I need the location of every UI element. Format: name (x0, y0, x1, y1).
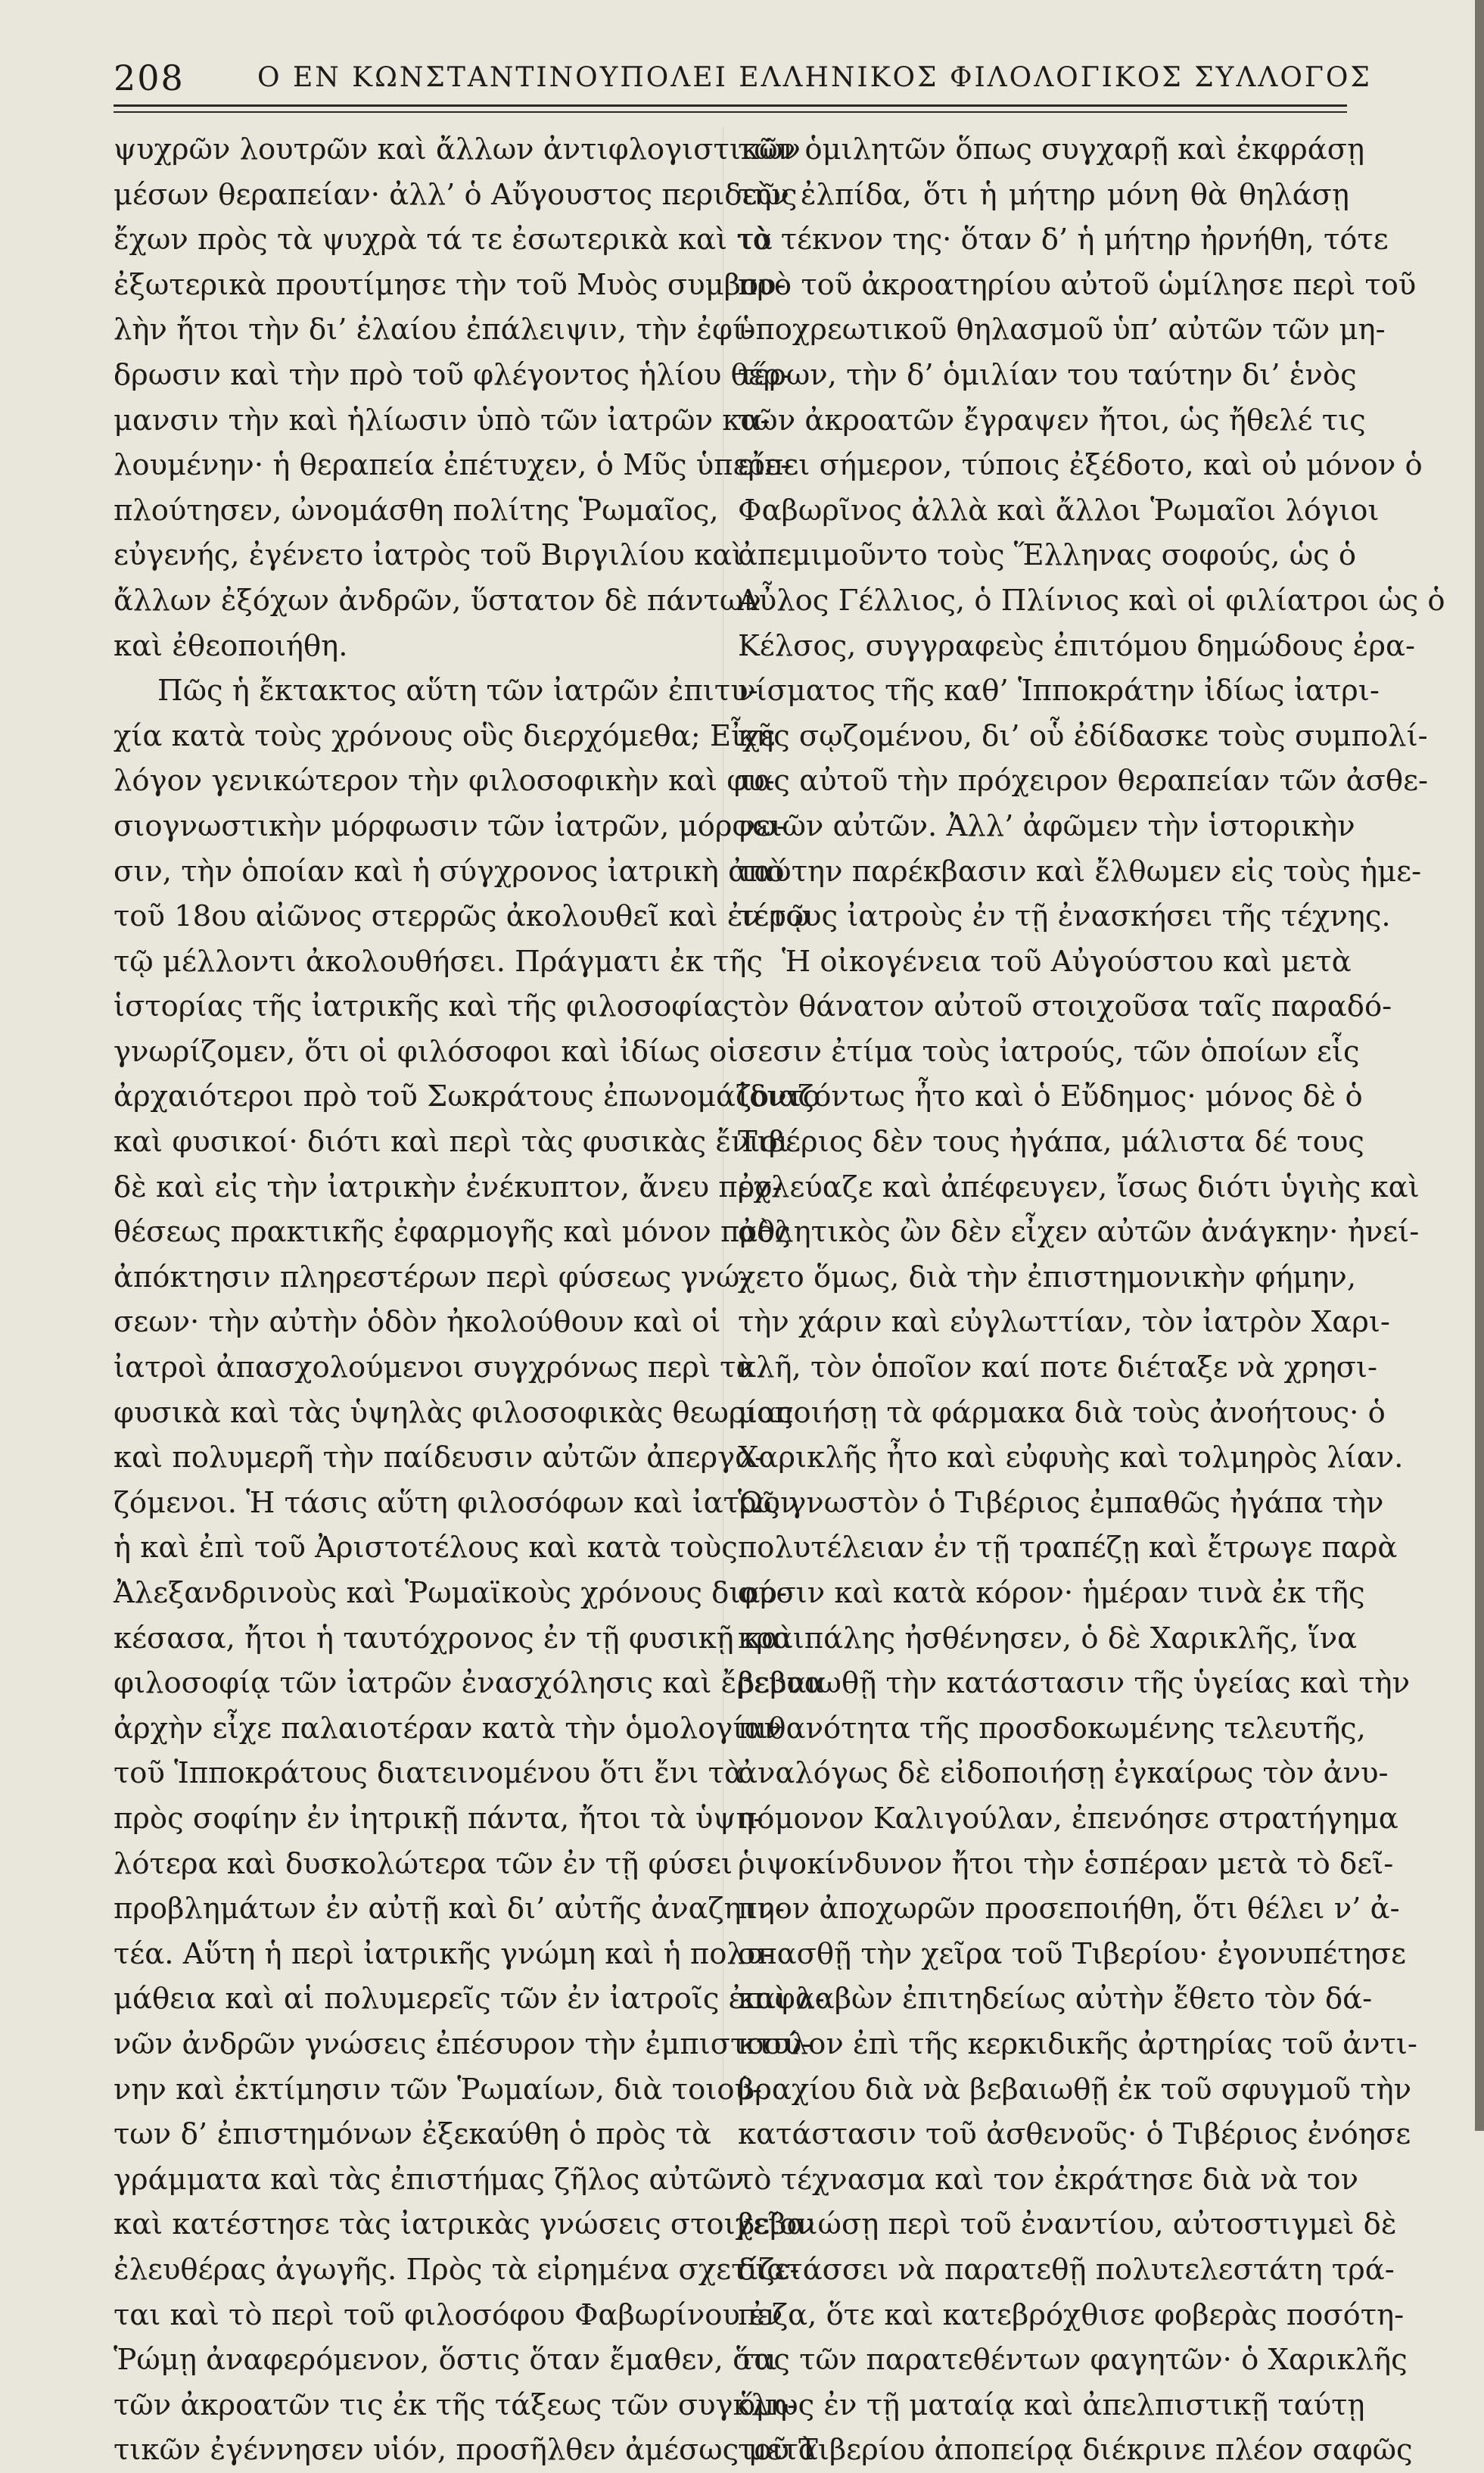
text-line: τέρων, τὴν δ’ ὁμιλίαν του ταύτην δι’ ἑνὸς (738, 357, 1357, 392)
text-line: ἐλευθέρας ἀγωγῆς. Πρὸς τὰ εἰρημένα σχετίζε- (114, 2252, 800, 2287)
text-line: σιν, τὴν ὁποίαν καὶ ἡ σύγχρονος ἰατρικὴ ἀπὸ (114, 854, 785, 889)
text-line: καὶ κατέστησε τὰς ἰατρικὰς γνώσεις στοιχεῖον (114, 2207, 815, 2242)
text-line: τέρους ἰατροὺς ἐν τῇ ἐνασκήσει τῆς τέχνης. (738, 899, 1391, 934)
text-line: πνον ἀποχωρῶν προσεποιήθη, ὅτι θέλει ν’ ἀ- (738, 1892, 1400, 1926)
page-header (114, 51, 1372, 104)
text-line: χετο ὅμως, διὰ τὴν ἐπιστημονικὴν φήμην, (738, 1260, 1357, 1294)
text-line: τας τῶν παρατεθέντων φαγητῶν· ὁ Χαρικλῆς (738, 2343, 1408, 2378)
text-line: φύσιν καὶ κατὰ κόρον· ἡμέραν τινὰ ἐκ τῆς (738, 1576, 1365, 1610)
text-line: τικῶν ἐγέννησεν υἱόν, προσῆλθεν ἀμέσως μετὰ (114, 2433, 818, 2468)
text-line: Ἡ οἰκογένεια τοῦ Αὐγούστου καὶ μετὰ (782, 944, 1352, 979)
text-line: εἴπει σήμερον, τύποις ἐξέδοτο, καὶ οὐ μόνον ὁ (738, 448, 1423, 483)
text-line: γνωρίζομεν, ὅτι οἱ φιλόσοφοι καὶ ἰδίως οἱ (114, 1034, 739, 1069)
text-line: ἀρχὴν εἶχε παλαιοτέραν κατὰ τὴν ὁμολογίαν (114, 1711, 782, 1746)
text-line: κτυλον ἐπὶ τῆς κερκιδικῆς ἀρτηρίας τοῦ ἀντι- (738, 2026, 1417, 2061)
text-line: μάθεια καὶ αἱ πολυμερεῖς τῶν ἐν ἰατροῖς ἐπιφα- (114, 1982, 825, 2017)
text-line: Ὡς γνωστὸν ὁ Τιβέριος ἐμπαθῶς ἠγάπα τὴν (738, 1485, 1384, 1520)
text-line: νειῶν αὐτῶν. Ἀλλ’ ἀφῶμεν τὴν ἱστορικὴν (738, 808, 1355, 843)
text-line: μέσων θεραπείαν· ἀλλ’ ὁ Αὔγουστος περιδεῶς (114, 177, 798, 212)
text-line: χία κατὰ τοὺς χρόνους οὓς διερχόμεθα; Εἶχε (114, 718, 776, 753)
text-line: λουμένην· ἡ θεραπεία ἐπέτυχεν, ὁ Μῦς ὑπερε- (114, 448, 790, 483)
text-line: τὴν ἐλπίδα, ὅτι ἡ μήτηρ μόνη θὰ θηλάσῃ (738, 177, 1349, 212)
text-line: φυσικὰ καὶ τὰς ὑψηλὰς φιλοσοφικὰς θεωρίας (114, 1395, 794, 1430)
text-line: ἱστορίας τῆς ἰατρικῆς καὶ τῆς φιλοσοφίας (114, 989, 739, 1024)
text-line: ἀθλητικὸς ὢν δὲν εἶχεν αὐτῶν ἀνάγκην· ἠνεί- (738, 1215, 1420, 1250)
text-line: νίσματος τῆς καθ’ Ἱπποκράτην ἰδίως ἰατρι- (738, 674, 1380, 709)
text-line: φιλοσοφίᾳ τῶν ἰατρῶν ἐνασχόλησις καὶ ἔρευνα (114, 1666, 824, 1701)
text-line: Πῶς ἡ ἔκτακτος αὕτη τῶν ἰατρῶν ἐπιτυ- (157, 674, 758, 709)
text-line: τοῦ Τιβερίου ἀποπείρᾳ διέκρινε πλέον σαφῶς (738, 2433, 1413, 2468)
left-text-column (114, 127, 825, 2473)
text-line: κέσασα, ἤτοι ἡ ταυτόχρονος ἐν τῇ φυσικῇ καὶ (114, 1621, 793, 1655)
text-line: Κέλσος, συγγραφεὺς ἐπιτόμου δημώδους ἐρα- (738, 628, 1415, 663)
text-line: των δ’ ἐπιστημόνων ἐξεκαύθη ὁ πρὸς τὰ (114, 2117, 711, 2152)
text-line: ἄλλων ἐξόχων ἀνδρῶν, ὕστατον δὲ πάντων (114, 583, 761, 618)
text-line: ὑποχρεωτικοῦ θηλασμοῦ ὑπ’ αὐτῶν τῶν μη- (738, 313, 1386, 347)
text-line: πόμονον Καλιγούλαν, ἐπενόησε στρατήγημα (738, 1801, 1398, 1836)
text-line: τῷ μέλλοντι ἀκολουθήσει. Πράγματι ἐκ τῆς (114, 944, 763, 979)
text-line: λότερα καὶ δυσκολώτερα τῶν ἐν τῇ φύσει (114, 1846, 733, 1881)
text-line: ἐξωτερικὰ προυτίμησε τὴν τοῦ Μυὸς συμβου- (114, 267, 786, 302)
text-line: εὐγενής, ἐγένετο ἰατρὸς τοῦ Βιργιλίου καὶ (114, 538, 744, 573)
text-line: τὸ τέκνον της· ὅταν δ’ ἡ μήτηρ ἠρνήθη, τότε (738, 223, 1389, 257)
text-line: ἀπόκτησιν πληρεστέρων περὶ φύσεως γνώ- (114, 1260, 750, 1294)
text-line: κατάστασιν τοῦ ἀσθενοῦς· ὁ Τιβέριος ἐνόησε (738, 2117, 1411, 2152)
text-line: ἀναλόγως δὲ εἰδοποιήσῃ ἐγκαίρως τὸν ἀνυ- (738, 1756, 1389, 1791)
text-line: ἀρχαιότεροι πρὸ τοῦ Σωκράτους ἐπωνομάζοντο (114, 1079, 820, 1114)
text-line: τῶν ἀκροατῶν τις ἐκ τῆς τάξεως τῶν συγκλη- (114, 2387, 798, 2422)
text-line: δὲ καὶ εἰς τὴν ἰατρικὴν ἐνέκυπτον, ἄνευ προ- (114, 1170, 782, 1204)
text-line: Χαρικλῆς ἦτο καὶ εὐφυὴς καὶ τολμηρὸς λίαν. (738, 1441, 1404, 1475)
text-line: προβλημάτων ἐν αὐτῇ καὶ δι’ αὐτῆς ἀναζητη- (114, 1892, 785, 1926)
text-line: Αὖλος Γέλλιος, ὁ Πλίνιος καὶ οἱ φιλίατροι ὡς ὁ (738, 583, 1445, 618)
text-line: ἡ καὶ ἐπὶ τοῦ Ἀριστοτέλους καὶ κατὰ τοὺς (114, 1531, 738, 1565)
text-line: λὴν ἤτοι τὴν δι’ ἐλαίου ἐπάλειψιν, τὴν ἐφί- (114, 313, 754, 347)
text-line: σεσιν ἐτίμα τοὺς ἰατρούς, τῶν ὁποίων εἷς (738, 1034, 1360, 1069)
text-line: ζόμενοι. Ἡ τάσις αὕτη φιλοσόφων καὶ ἰατρῶν (114, 1485, 798, 1520)
text-line: μοποιήσῃ τὰ φάρμακα διὰ τοὺς ἀνοήτους· ὁ (738, 1395, 1386, 1430)
text-line: Ῥώμῃ ἀναφερόμενον, ὅστις ὅταν ἔμαθεν, ὅτι (114, 2343, 778, 2378)
text-line: δρωσιν καὶ τὴν πρὸ τοῦ φλέγοντος ἡλίου θέρ- (114, 357, 791, 392)
text-line: σπασθῇ τὴν χεῖρα τοῦ Τιβερίου· ἐγονυπέτησε (738, 1936, 1406, 1971)
text-line: ταύτην παρέκβασιν καὶ ἔλθωμεν εἰς τοὺς ἡμε- (738, 854, 1422, 889)
text-line: τὸν θάνατον αὐτοῦ στοιχοῦσα ταῖς παραδό- (738, 989, 1392, 1024)
text-line: λόγον γενικώτερον τὴν φιλοσοφικὴν καὶ φυ- (114, 764, 775, 799)
text-line: ἔχων πρὸς τὰ ψυχρὰ τά τε ἐσωτερικὰ καὶ τὰ (114, 223, 773, 257)
text-line: ψυχρῶν λουτρῶν καὶ ἄλλων ἀντιφλογιστικῶν (114, 132, 801, 167)
text-line: τὸ τέχνασμα καὶ τον ἐκράτησε διὰ νὰ τον (738, 2162, 1358, 2197)
text-line: ἀπεμιμοῦντο τοὺς Ἕλληνας σοφούς, ὡς ὁ (738, 538, 1357, 573)
text-line: ὅμως ἐν τῇ ματαίᾳ καὶ ἀπελπιστικῇ ταύτῃ (738, 2387, 1365, 2422)
page-edge-shadow (1475, 0, 1484, 2131)
text-line: βεβαιώσῃ περὶ τοῦ ἐναντίου, αὐτοστιγμεὶ δὲ (738, 2207, 1397, 2242)
text-line: τας αὐτοῦ τὴν πρόχειρον θεραπείαν τῶν ἀσθε- (738, 764, 1429, 799)
text-line: τὴν χάριν καὶ εὐγλωττίαν, τὸν ἰατρὸν Χαρι- (738, 1305, 1390, 1340)
text-line: ται καὶ τὸ περὶ τοῦ φιλοσόφου Φαβωρίνου ἐν (114, 2297, 783, 2332)
text-line: ῥιψοκίνδυνον ἤτοι τὴν ἑσπέραν μετὰ τὸ δεῖ- (738, 1846, 1394, 1881)
text-line: σιογνωστικὴν μόρφωσιν τῶν ἰατρῶν, μόρφω- (114, 808, 786, 843)
text-line: νην καὶ ἐκτίμησιν τῶν Ῥωμαίων, διὰ τοιού- (114, 2072, 762, 2107)
text-line: κλῆ, τὸν ὁποῖον καί ποτε διέταξε νὰ χρησι- (738, 1350, 1378, 1385)
text-line: βεβαιωθῇ τὴν κατάστασιν τῆς ὑγείας καὶ τὴν (738, 1666, 1410, 1701)
header-rule-top (114, 104, 1347, 107)
text-line: τοῦ 18ου αἰῶνος στερρῶς ἀκολουθεῖ καὶ ἐν τῷ (114, 899, 810, 934)
text-line: τῶν ἀκροατῶν ἔγραψεν ἤτοι, ὡς ἤθελέ τις (738, 403, 1366, 438)
header-rule-bottom (114, 111, 1347, 113)
page-number: 208 (114, 58, 185, 98)
text-line: βραχίου διὰ νὰ βεβαιωθῇ ἐκ τοῦ σφυγμοῦ τὴν (738, 2072, 1412, 2107)
text-line: σεων· τὴν αὐτὴν ὁδὸν ἠκολούθουν καὶ οἱ (114, 1305, 721, 1340)
text-line: διατάσσει νὰ παρατεθῇ πολυτελεστάτη τρά- (738, 2252, 1395, 2287)
text-line: γράμματα καὶ τὰς ἐπιστήμας ζῆλος αὐτῶν (114, 2162, 745, 2197)
text-line: Τιβέριος δὲν τους ἠγάπα, μάλιστα δέ τους (738, 1125, 1364, 1160)
text-line: Ἀλεξανδρινοὺς καὶ Ῥωμαϊκοὺς χρόνους διαρ- (114, 1576, 788, 1610)
text-line: πρὸς σοφίην ἐν ἰητρικῇ πάντα, ἤτοι τὰ ὑψη- (114, 1801, 764, 1836)
text-line: πεζα, ὅτε καὶ κατεβρόχθισε φοβερὰς ποσότη- (738, 2297, 1405, 2332)
text-line: καὶ ἐθεοποιήθη. (114, 628, 348, 663)
text-line: καὶ φυσικοί· διότι καὶ περὶ τὰς φυσικὰς ἔνιοι (114, 1125, 789, 1160)
text-line: πιθανότητα τῆς προσδοκωμένης τελευτῆς, (738, 1711, 1366, 1746)
right-text-column (738, 127, 1445, 2473)
text-line: καὶ λαβὼν ἐπιτηδείως αὐτὴν ἔθετο τὸν δά- (738, 1982, 1373, 2017)
text-line: θέσεως πρακτικῆς ἐφαρμογῆς καὶ μόνον πρὸς (114, 1215, 791, 1250)
text-line: ἰατροὶ ἀπασχολούμενοι συγχρόνως περὶ τὰ (114, 1350, 756, 1385)
text-line: τοῦ Ἱπποκράτους διατεινομένου ὅτι ἔνι τὰ (114, 1756, 744, 1791)
text-line: νῶν ἀνδρῶν γνώσεις ἐπέσυρον τὴν ἐμπιστοσύ- (114, 2026, 812, 2061)
running-title: Ο ΕΝ ΚΩΝΣΤΑΝΤΙΝΟΥΠΟΛΕΙ ΕΛΛΗΝΙΚΟΣ ΦΙΛΟΛΟΓΙΚΟΣ ΣΥΛΛΟΓΟΣ (257, 62, 1372, 93)
text-line: πλούτησεν, ὠνομάσθη πολίτης Ῥωμαῖος, (114, 493, 719, 528)
text-line: κραιπάλης ἠσθένησεν, ὁ δὲ Χαρικλῆς, ἵνα (738, 1621, 1358, 1655)
text-line: ἰδιαζόντως ἦτο καὶ ὁ Εὔδημος· μόνος δὲ ὁ (738, 1079, 1363, 1114)
text-line: τῶν ὁμιλητῶν ὅπως συγχαρῇ καὶ ἐκφράσῃ (738, 132, 1365, 167)
text-line: καὶ πολυμερῆ τὴν παίδευσιν αὐτῶν ἀπεργα- (114, 1441, 765, 1475)
text-line: Φαβωρῖνος ἀλλὰ καὶ ἄλλοι Ῥωμαῖοι λόγιοι (738, 493, 1380, 528)
text-line: πολυτέλειαν ἐν τῇ τραπέζῃ καὶ ἔτρωγε παρὰ (738, 1531, 1398, 1565)
text-line: κῆς σῳζομένου, δι’ οὗ ἐδίδασκε τοὺς συμπολί- (738, 718, 1428, 753)
text-line: πρὸ τοῦ ἀκροατηρίου αὐτοῦ ὡμίλησε περὶ τοῦ (738, 267, 1417, 302)
text-line: τέα. Αὕτη ἡ περὶ ἰατρικῆς γνώμη καὶ ἡ πολυ- (114, 1936, 773, 1971)
text-line: ἐχλεύαζε καὶ ἀπέφευγεν, ἴσως διότι ὑγιὴς καὶ (738, 1170, 1420, 1204)
text-line: μανσιν τὴν καὶ ἡλίωσιν ὑπὸ τῶν ἰατρῶν κα- (114, 403, 770, 438)
